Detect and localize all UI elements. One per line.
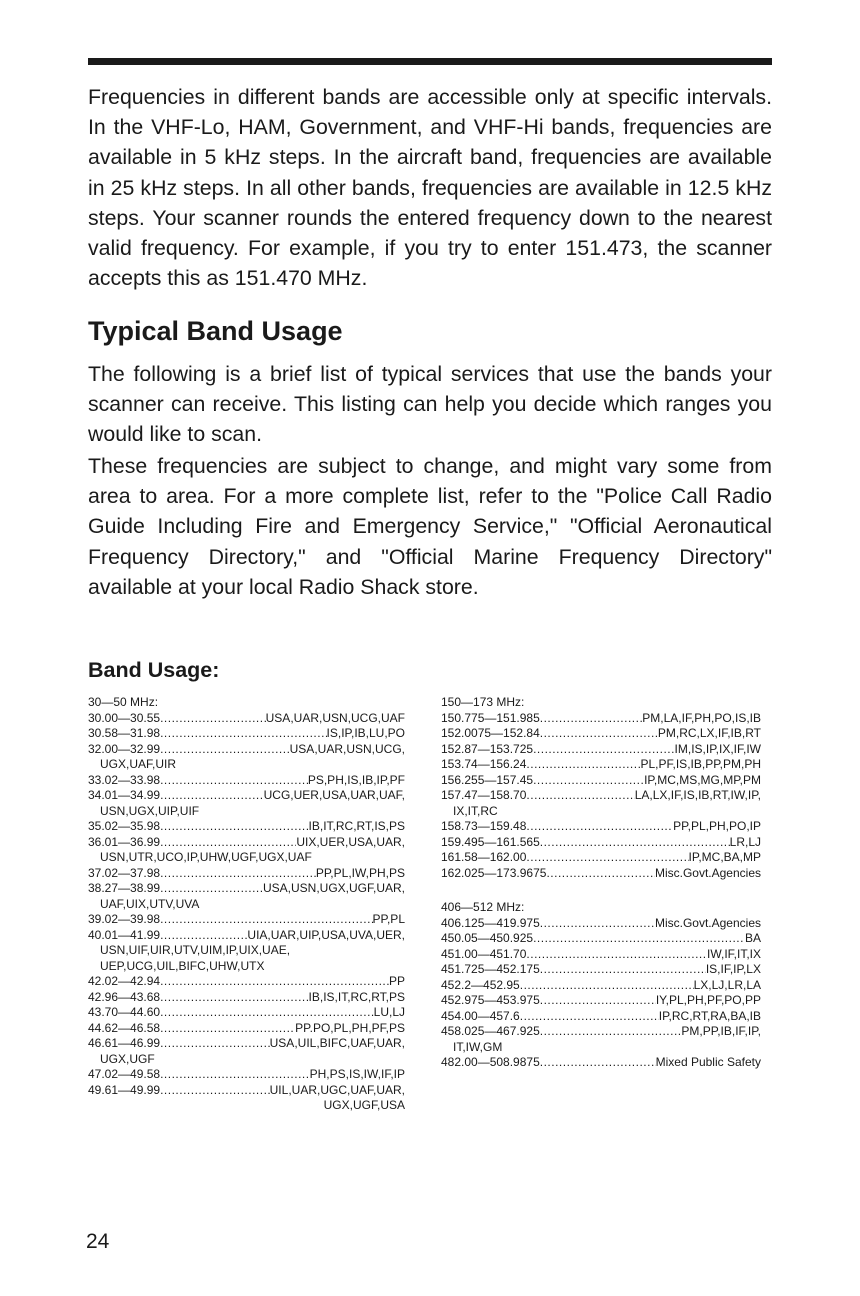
frequency-range: 35.02—35.98 xyxy=(88,819,161,833)
band-entry xyxy=(88,1021,405,1037)
service-codes: Misc.Govt.Agencies xyxy=(654,915,761,930)
service-codes-continued: IX,IT,RC xyxy=(453,803,498,818)
frequency-range: 156.255—157.45 xyxy=(441,772,534,787)
dot-leader xyxy=(540,962,706,978)
frequency-range: 454.00—457.6 xyxy=(441,1008,520,1023)
service-codes: IP,MC,MS,MG,MP,PM xyxy=(644,772,761,787)
band-group-header: 406—512 MHz: xyxy=(441,900,525,914)
band-list-right xyxy=(441,695,761,1071)
band-entry xyxy=(88,819,405,835)
service-codes: BA xyxy=(744,931,761,945)
frequency-range: 150.775—151.985 xyxy=(441,710,540,725)
dot-leader xyxy=(160,726,326,742)
service-codes: USA,UAR,USN,UCG, xyxy=(289,741,405,756)
band-entry xyxy=(88,866,405,882)
service-codes: UIL,UAR,UGC,UAF,UAR, xyxy=(269,1082,405,1097)
dot-leader xyxy=(520,1009,659,1025)
frequency-range: 30.00—30.55 xyxy=(88,710,161,725)
dot-leader xyxy=(160,773,308,789)
service-codes: LA,LX,IF,IS,IB,RT,IW,IP, xyxy=(634,788,761,802)
service-codes: PP,PL,IW,PH,PS xyxy=(315,865,405,880)
frequency-range: 42.02—42.94 xyxy=(88,974,161,988)
service-codes: IS,IP,IB,LU,PO xyxy=(326,726,405,740)
service-codes: IP,RC,RT,RA,BA,IB xyxy=(658,1008,761,1023)
band-entry xyxy=(441,1009,761,1025)
band-entry xyxy=(88,974,405,990)
frequency-range: 450.05—450.925 xyxy=(441,931,534,945)
frequency-range: 482.00—508.9875 xyxy=(441,1055,540,1069)
service-codes: IB,IS,IT,RC,RT,PS xyxy=(308,989,405,1004)
dot-leader xyxy=(533,742,674,758)
frequency-range: 36.01—36.99 xyxy=(88,834,161,849)
band-entry xyxy=(441,1055,761,1071)
frequency-range: 40.01—41.99 xyxy=(88,927,161,942)
dot-leader xyxy=(520,978,694,994)
band-entry xyxy=(441,947,761,963)
dot-leader xyxy=(540,835,730,851)
service-codes-continued: UAF,UIX,UTV,UVA xyxy=(100,896,200,911)
band-entry xyxy=(441,726,761,742)
band-entry xyxy=(88,835,405,866)
band-entry xyxy=(88,1005,405,1021)
intro-paragraph: Frequencies in different bands are accessible only at specific intervals. In the VHF-Lo, HAM, Government, and VHF-Hi bands, frequencies are available in 5 kHz steps. In the aircraft band, frequencies are available in 25 kHz steps. In all other bands, frequencies are available in 12.5 kHz steps. Your scanner rounds the entered frequency down to the nearest valid frequency. For example, if you try to enter 151.473, the scanner accepts this as 151.470 MHz. xyxy=(88,85,772,291)
band-entry xyxy=(441,835,761,851)
service-codes-continued: USN,UTR,UCO,IP,UHW,UGF,UGX,UAF xyxy=(100,850,312,864)
band-entry xyxy=(441,962,761,978)
dot-leader xyxy=(533,931,745,947)
section-heading: Typical Band Usage xyxy=(88,316,343,346)
service-codes: PP,PL xyxy=(372,912,405,926)
service-codes: PM,PP,IB,IF,IP, xyxy=(681,1024,761,1038)
frequency-range: 452.2—452.95 xyxy=(441,977,520,992)
dot-leader xyxy=(160,990,308,1006)
band-group-header: 150—173 MHz: xyxy=(441,695,525,709)
service-codes: IP,MC,BA,MP xyxy=(688,850,761,864)
frequency-range: 32.00—32.99 xyxy=(88,741,161,756)
dot-leader xyxy=(540,1024,682,1040)
service-codes: PM,RC,LX,IF,IB,RT xyxy=(657,726,761,740)
band-entry xyxy=(88,742,405,773)
band-entry xyxy=(88,881,405,912)
band-entry xyxy=(441,819,761,835)
service-codes: IS,IF,IP,LX xyxy=(705,962,761,976)
service-codes: USA,UAR,USN,UCG,UAF xyxy=(265,710,405,725)
frequency-range: 30.58—31.98 xyxy=(88,726,161,740)
service-codes-continued: USN,UIF,UIR,UTV,UIM,IP,UIX,UAE, xyxy=(100,943,291,957)
usage-paragraph: The following is a brief list of typical services that use the bands your scanner can receive. This listing can help you decide which ranges you would like to scan. xyxy=(88,362,772,447)
frequency-range: 39.02—39.98 xyxy=(88,912,161,926)
band-entry xyxy=(88,711,405,727)
dot-leader xyxy=(546,866,655,882)
band-entry xyxy=(88,1067,405,1083)
frequency-range: 47.02—49.58 xyxy=(88,1067,161,1081)
dot-leader xyxy=(526,757,640,773)
service-codes: LX,LJ,LR,LA xyxy=(693,977,761,992)
group-spacer xyxy=(441,881,761,900)
dot-leader xyxy=(526,788,634,804)
band-entry xyxy=(441,788,761,819)
service-codes: UIX,UER,USA,UAR, xyxy=(296,834,405,849)
band-entry xyxy=(88,788,405,819)
dot-leader xyxy=(540,1055,656,1071)
frequency-range: 34.01—34.99 xyxy=(88,788,161,802)
service-codes: Misc.Govt.Agencies xyxy=(654,865,761,880)
frequency-range: 406.125—419.975 xyxy=(441,915,540,930)
service-codes: IB,IT,RC,RT,IS,PS xyxy=(308,819,405,833)
frequency-range: 37.02—37.98 xyxy=(88,865,161,880)
service-codes: PP,PL,PH,PO,IP xyxy=(673,819,761,833)
dot-leader xyxy=(533,773,644,789)
service-codes: PP xyxy=(388,974,405,988)
dot-leader xyxy=(160,788,264,804)
band-entry xyxy=(88,912,405,928)
band-entry xyxy=(441,916,761,932)
band-entry xyxy=(441,711,761,727)
service-codes: PP.PO,PL,PH,PF,PS xyxy=(295,1020,405,1035)
dot-leader xyxy=(160,974,389,990)
top-rule xyxy=(88,58,772,65)
service-codes: LU,LJ xyxy=(373,1005,405,1019)
dot-leader xyxy=(540,726,658,742)
service-codes: USA,USN,UGX,UGF,UAR, xyxy=(262,881,405,895)
dot-leader xyxy=(160,881,263,897)
service-codes-continued: UGX,UGF,USA xyxy=(323,1098,405,1112)
dot-leader xyxy=(526,947,707,963)
band-list-left xyxy=(88,695,405,1114)
band-entry xyxy=(441,866,761,882)
dot-leader xyxy=(160,711,266,727)
band-entry xyxy=(441,757,761,773)
service-codes: IY,PL,PH,PF,PO,PP xyxy=(655,993,761,1007)
band-entry xyxy=(441,742,761,758)
service-codes: IW,IF,IT,IX xyxy=(706,946,761,961)
service-codes: UCG,UER,USA,UAR,UAF, xyxy=(263,788,405,802)
frequency-range: 152.87—153.725 xyxy=(441,741,534,756)
dot-leader xyxy=(160,1067,310,1083)
frequency-range: 451.725—452.175 xyxy=(441,962,540,976)
band-entry xyxy=(88,726,405,742)
band-entry xyxy=(441,1024,761,1055)
frequency-range: 42.96—43.68 xyxy=(88,989,161,1004)
dot-leader xyxy=(526,819,673,835)
band-entry xyxy=(441,931,761,947)
frequency-range: 452.975—453.975 xyxy=(441,993,540,1007)
dot-leader xyxy=(540,711,643,727)
dot-leader xyxy=(160,928,247,944)
service-codes: PH,PS,IS,IW,IF,IP xyxy=(309,1067,405,1081)
reference-paragraph: These frequencies are subject to change, and might vary some from area to area. For a more complete list, refer to the "Police Call Radio Guide Including Fire and Emergency Service," "Official Aeronautical Frequency Directory," and "Official Marine Frequency Directory" available at your local Radio Shack store. xyxy=(88,454,772,599)
frequency-range: 161.58—162.00 xyxy=(441,850,527,864)
dot-leader xyxy=(160,835,296,851)
dot-leader xyxy=(160,819,308,835)
dot-leader xyxy=(160,912,372,928)
frequency-range: 157.47—158.70 xyxy=(441,788,527,802)
frequency-range: 44.62—46.58 xyxy=(88,1020,161,1035)
dot-leader xyxy=(160,866,316,882)
frequency-range: 49.61—49.99 xyxy=(88,1082,161,1097)
service-codes: PS,PH,IS,IB,IP,PF xyxy=(307,772,405,787)
service-codes: LR,LJ xyxy=(729,834,761,849)
frequency-range: 46.61—46.99 xyxy=(88,1036,161,1050)
dot-leader xyxy=(160,1005,374,1021)
band-entry xyxy=(88,773,405,789)
frequency-range: 162.025—173.9675 xyxy=(441,865,547,880)
dot-leader xyxy=(160,1036,270,1052)
band-entry xyxy=(441,773,761,789)
service-codes: Mixed Public Safety xyxy=(655,1055,761,1069)
band-group-header: 30—50 MHz: xyxy=(88,695,159,709)
dot-leader xyxy=(160,1083,270,1099)
frequency-range: 159.495—161.565 xyxy=(441,834,540,849)
frequency-range: 38.27—38.99 xyxy=(88,881,161,895)
band-entry xyxy=(88,1083,405,1114)
service-codes-continued: UGX,UGF xyxy=(100,1051,155,1066)
service-codes: UIA,UAR,UIP,USA,UVA,UER, xyxy=(247,927,405,942)
dot-leader xyxy=(160,1021,295,1037)
service-codes: IM,IS,IP,IX,IF,IW xyxy=(674,741,761,756)
service-codes-continued: IT,IW,GM xyxy=(453,1039,503,1054)
service-codes: PL,PF,IS,IB,PP,PM,PH xyxy=(640,757,761,771)
service-codes-continued: UEP,UCG,UIL,BIFC,UHW,UTX xyxy=(100,958,265,973)
service-codes-continued: UGX,UAF,UIR xyxy=(100,757,177,771)
band-entry xyxy=(88,990,405,1006)
service-codes: USA,UIL,BIFC,UAF,UAR, xyxy=(269,1036,405,1050)
frequency-range: 152.0075—152.84 xyxy=(441,726,540,740)
dot-leader xyxy=(160,742,290,758)
band-entry xyxy=(88,928,405,975)
service-codes-continued: USN,UGX,UIP,UIF xyxy=(100,803,200,818)
frequency-range: 458.025—467.925 xyxy=(441,1024,540,1038)
frequency-range: 153.74—156.24 xyxy=(441,757,527,771)
dot-leader xyxy=(526,850,688,866)
band-entry xyxy=(441,993,761,1009)
dot-leader xyxy=(540,993,656,1009)
band-entry xyxy=(441,978,761,994)
frequency-range: 158.73—159.48 xyxy=(441,819,527,833)
band-entry xyxy=(88,1036,405,1067)
band-entry xyxy=(441,850,761,866)
frequency-range: 33.02—33.98 xyxy=(88,772,161,787)
band-usage-heading: Band Usage: xyxy=(88,658,220,682)
dot-leader xyxy=(540,916,655,932)
frequency-range: 43.70—44.60 xyxy=(88,1005,161,1019)
frequency-range: 451.00—451.70 xyxy=(441,946,527,961)
service-codes: PM,LA,IF,PH,PO,IS,IB xyxy=(642,710,761,725)
page-number: 24 xyxy=(86,1230,110,1253)
